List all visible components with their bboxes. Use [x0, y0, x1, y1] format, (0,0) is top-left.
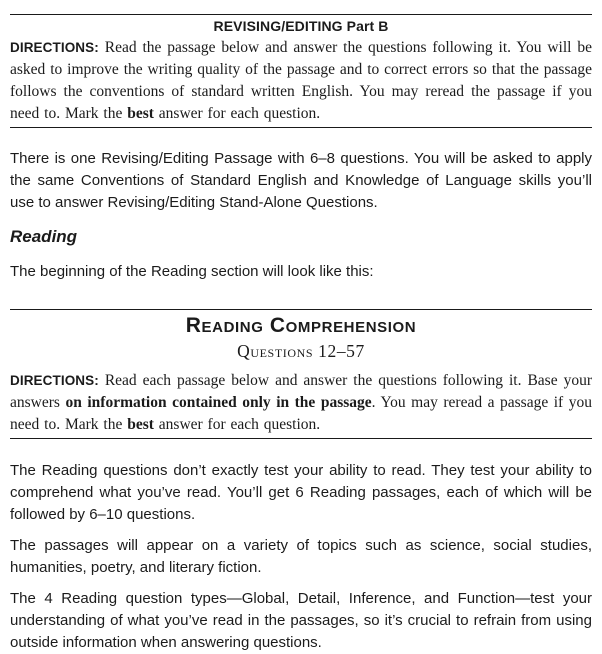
reading-section-heading: Reading	[10, 227, 78, 246]
revising-directions-paragraph	[10, 37, 592, 125]
reading-overview-paragraph-2: The passages will appear on a variety of topics such as science, social studies, humanities, poetry, and literary fiction.	[10, 537, 592, 576]
directions-label: DIRECTIONS:	[10, 373, 99, 388]
reading-overview-paragraph-3: The 4 Reading question types—Global, Detail, Inference, and Function—test your understanding of what you’ve read in the passages, so it’s crucial to refrain from using outside information when answering questions.	[10, 590, 592, 651]
directions-label: DIRECTIONS:	[10, 40, 99, 55]
directions-bold-passage-only: on information contained only in the passage	[65, 394, 372, 411]
directions-body-end: answer for each question.	[153, 105, 321, 122]
directions-bold-best: best	[127, 105, 154, 122]
directions-bold-best: best	[127, 416, 154, 433]
directions-body-mid: . You may reread a passage if you need to. Mark the	[10, 394, 593, 433]
reading-overview	[10, 460, 592, 654]
reading-directions-paragraph	[10, 370, 592, 436]
reading-comprehension-box	[10, 309, 592, 439]
reading-overview-paragraph-1: The Reading questions don’t exactly test your ability to read. They test your ability to comprehend what you’ve read. You’ll get 6 Reading passages, each of which will be followed by 6–10 questions.	[10, 462, 592, 523]
revising-editing-directions-box	[10, 14, 592, 128]
directions-body: Read the passage below and answer the questions following it. You will be asked to improve the writing quality of the passage and to correct errors so that the passage follows the conventions of standard written English. You may reread the passage if you need to. Mark the	[10, 39, 592, 122]
reading-intro-line: The beginning of the Reading section will look like this:	[10, 263, 374, 280]
directions-body: Read each passage below and answer the questions following it. Base your answers	[10, 372, 592, 411]
reading-comprehension-title: Reading Comprehension	[185, 314, 417, 337]
revising-editing-part-b-heading: REVISING/EDITING Part B	[213, 18, 389, 34]
questions-range-subtitle: Questions 12–57	[237, 341, 365, 361]
revising-overview-paragraph: There is one Revising/Editing Passage with 6–8 questions. You will be asked to apply the same Conventions of Standard English and Knowledge of Language skills you’ll use to answer Revising/Editing Stand-Alone Questions.	[10, 150, 592, 211]
directions-body-end: answer for each question.	[153, 416, 321, 433]
